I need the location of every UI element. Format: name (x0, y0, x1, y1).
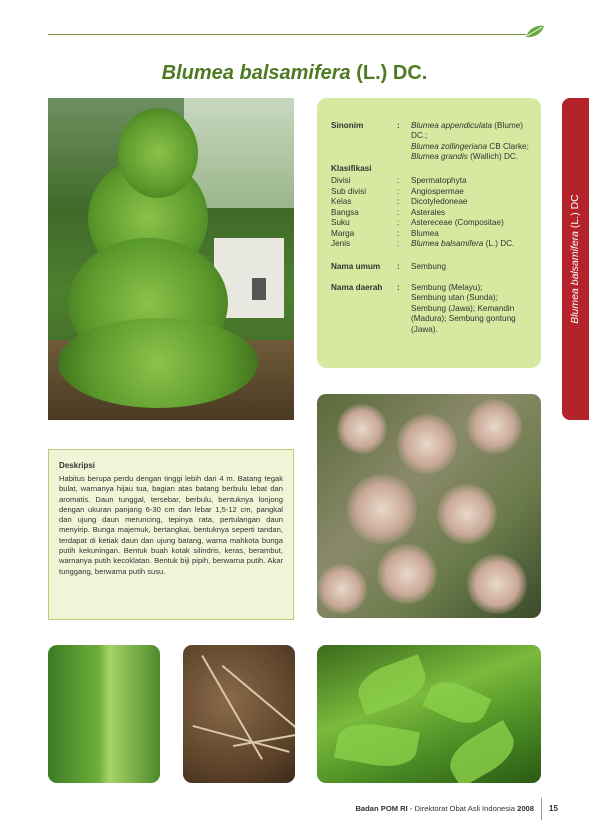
klasifikasi-label: Klasifikasi (331, 164, 372, 173)
description-text: Habitus berupa perdu dengan tinggi lebih dari 4 m. Batang tegak bulat, warnanya hijau tua, bagian atas batang berbulu lebat dan aromatis. Daun tunggal, tersebar, berbulu, bentuknya lonjong dengan ukuran panjang 6-30 cm dan lebar 1,5-12 cm, pangkal dan ujung daun meruncing, tepinya rata, pertulangan daun menyirip. Bunga majemuk, bertangkai, bentuknya seperti tandan, terdapat di ketiak daun dan ujung batang, warna mahkota bunga putih kekuningan. Bentuk buah kotak silindris, keras, berambut, warnanya putih kecoklatan. Bentuk biji pipih, berwarna putih. Akar tunggang, berwarna putih susu. (59, 474, 283, 576)
jenis-value (411, 239, 541, 249)
synonym-author: (Wallich) DC. (467, 152, 519, 162)
class-value: Dicotyledoneae (411, 197, 468, 206)
class-rank: Marga (331, 228, 355, 238)
side-tab-label (562, 98, 589, 420)
colon: : (397, 176, 400, 185)
footer-credit (355, 804, 534, 813)
synonym-author: (Blume) DC.; (411, 121, 523, 141)
class-value: Angiospermae (411, 186, 464, 196)
root-photo (183, 645, 295, 783)
colon: : (397, 239, 400, 248)
synonym-name: Blumea zollingeriana (411, 141, 488, 151)
regional-name-line: Sembung (Jawa); Kemandin (411, 303, 515, 313)
class-rank: Suku (331, 218, 350, 227)
footer-org: Badan POM RI (355, 804, 408, 813)
side-tab (562, 98, 589, 420)
title-author: (L.) DC. (356, 62, 428, 84)
class-value: Spermatophyta (411, 176, 467, 185)
synonym-author: CB Clarke; (487, 141, 529, 151)
jenis-label: Jenis (331, 239, 351, 248)
page-title (0, 62, 589, 85)
class-rank: Kelas (331, 197, 352, 206)
colon: : (397, 207, 400, 217)
taxonomy-panel (317, 98, 541, 368)
synonym-name: Blumea appendiculata (411, 121, 493, 130)
colon: : (397, 121, 400, 130)
nama-umum-label: Nama umum (331, 262, 381, 271)
flower-photo (317, 394, 541, 618)
class-rank: Divisi (331, 176, 351, 185)
colon: : (397, 218, 400, 227)
colon: : (397, 262, 400, 271)
stem-photo (48, 645, 160, 783)
footer-divider (541, 798, 542, 820)
synonym-name: Blumea grandis (411, 152, 468, 162)
jenis-author: (L.) DC. (483, 239, 515, 248)
regional-name-line: (Jawa). (411, 324, 438, 334)
sinonim-label: Sinonim (331, 121, 364, 130)
description-box (48, 449, 294, 620)
class-rank: Bangsa (331, 207, 359, 217)
side-tab-author: (L.) DC (569, 194, 581, 229)
header-rule (48, 34, 526, 35)
title-species: Blumea balsamifera (161, 62, 351, 84)
page-number: 15 (549, 804, 558, 813)
plant-habitus-photo (48, 98, 294, 420)
class-rank: Sub divisi (331, 186, 367, 196)
footer-year: 2008 (517, 804, 534, 813)
nama-daerah-label: Nama daerah (331, 283, 383, 292)
footer-publication: - Direktorat Obat Asli Indonesia (407, 804, 518, 813)
nama-daerah-value (411, 283, 541, 335)
side-tab-species: Blumea balsamifera (569, 230, 581, 324)
jenis-name: Blumea balsamifera (411, 239, 484, 248)
leaves-photo (317, 645, 541, 783)
class-value: Asterales (411, 207, 446, 217)
regional-name-line: Sembung (Melayu); (411, 283, 483, 292)
regional-name-line: (Madura); Sembung gontung (411, 314, 516, 324)
class-value: Astereceae (Compositae) (411, 218, 504, 227)
colon: : (397, 186, 400, 196)
colon: : (397, 197, 400, 206)
nama-umum-value: Sembung (411, 262, 447, 271)
colon: : (397, 228, 400, 238)
leaf-icon (525, 25, 545, 39)
regional-name-line: Sembung utan (Sunda); (411, 293, 498, 303)
sinonim-value (411, 121, 541, 163)
description-heading: Deskripsi (59, 461, 96, 470)
colon: : (397, 283, 400, 292)
class-value: Blumea (411, 228, 439, 238)
